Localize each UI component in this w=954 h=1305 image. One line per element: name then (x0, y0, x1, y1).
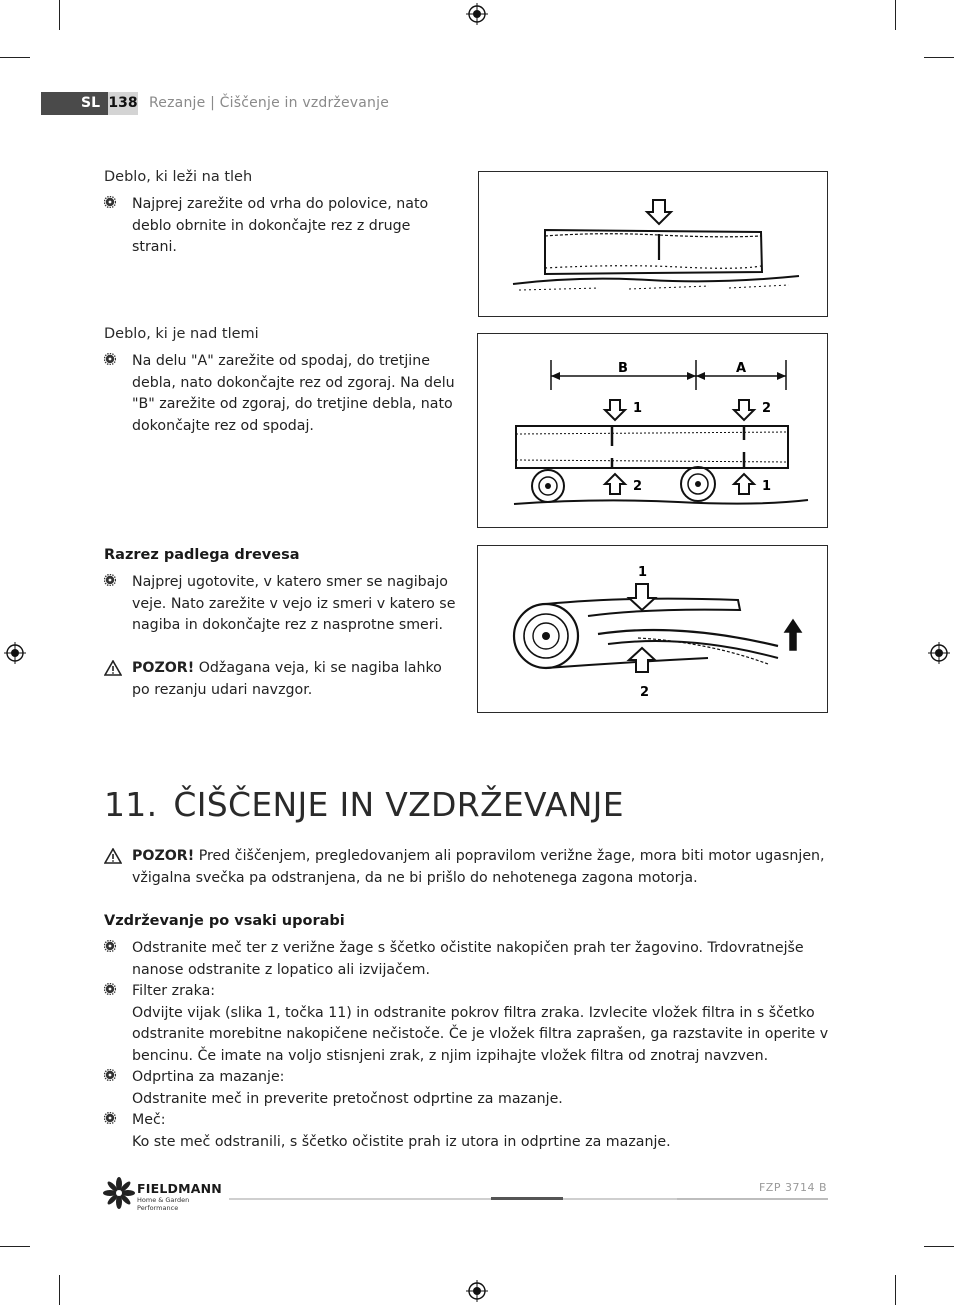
bullet-text: Odstranite meč in preverite pretočnost odprtine za mazanje. (132, 1090, 563, 1107)
crop-mark (0, 57, 30, 58)
chapter-number: 11. (104, 785, 158, 824)
crop-mark (895, 0, 896, 30)
chapter-warning (104, 846, 829, 889)
warning-triangle-icon (104, 660, 122, 676)
section-heading-raised-log: Deblo, ki je nad tlemi (104, 326, 259, 342)
figure-label-1: 1 (638, 565, 648, 580)
crop-mark (895, 1275, 896, 1305)
crop-mark (0, 1246, 30, 1247)
registration-mark-icon (4, 642, 26, 664)
list-item (104, 194, 449, 259)
gear-bullet-icon (104, 196, 116, 208)
brand-tagline: Home & Garden Performance (137, 1196, 190, 1212)
bullet-text: Ko ste meč odstranili, s ščetko očistite prah iz utora in odprtine za mazanje. (132, 1133, 671, 1150)
figure-log-on-ground (478, 171, 828, 317)
bullet-title: Meč: (132, 1112, 166, 1128)
bullet-text: Odvijte vijak (slika 1, točka 11) in odstranite pokrov filtra zraka. Izvlecite vložek filtra in s ščetko odstranite morebitne nakopičene nečistoče. Če je vložek filtra zaprašen, ga razstavite in operite v bencinu. Če imate na voljo stisnjeni zrak, z njim izpihajte vložek filtra od znotraj navzven. (132, 1004, 829, 1064)
bullet-title: Odprtina za mazanje: (132, 1069, 285, 1085)
bullet-text: Najprej zarežite od vrha do polovice, nato deblo obrnite in dokončajte rez z druge strani. (132, 196, 429, 255)
bullet-title: Filter zraka: (132, 983, 216, 999)
figure-label-2-bottom: 2 (633, 479, 643, 494)
list-item (104, 981, 829, 1067)
figure-label-2: 2 (640, 685, 650, 700)
figure-fallen-tree (477, 545, 828, 713)
warning-triangle-icon (104, 848, 122, 864)
crop-mark (924, 1246, 954, 1247)
brand-logo (103, 1177, 228, 1212)
figure-label-1-bottom: 1 (762, 479, 772, 494)
list-item (104, 938, 829, 981)
bullet-text: Na delu "A" zarežite od spodaj, do tretjine debla, nato dokončajte rez od zgoraj. Na delu "B" zarežite od zgoraj, do tretjine debla, nato dokončajte rez od spodaj. (132, 353, 455, 434)
crop-mark (59, 1275, 60, 1305)
gear-bullet-icon (104, 574, 116, 586)
gear-bullet-icon (104, 353, 116, 365)
warning-note (104, 658, 459, 701)
gear-bullet-icon (104, 1069, 116, 1081)
figure-log-above-ground (477, 333, 828, 528)
gear-bullet-icon (104, 1112, 116, 1124)
figure-label-a: A (736, 361, 747, 376)
footer-divider (229, 1198, 491, 1200)
fieldmann-flower-icon (103, 1177, 135, 1209)
language-tab: SL (41, 92, 108, 115)
section-heading-ground-log: Deblo, ki leži na tleh (104, 169, 253, 185)
gear-bullet-icon (104, 940, 116, 952)
page-number: 138 (108, 92, 138, 115)
maintenance-list (104, 938, 829, 1153)
list-item (104, 1110, 829, 1153)
figure-label-1-top: 1 (633, 401, 643, 416)
gear-bullet-icon (104, 983, 116, 995)
bullet-text: Najprej ugotovite, v katero smer se nagibajo veje. Nato zarežite v vejo iz smeri v katero se nagiba in dokončajte rez z nasprotne smeri. (132, 574, 456, 633)
model-number: FZP 3714 B (758, 1181, 827, 1194)
chapter-title (104, 785, 624, 824)
registration-mark-icon (928, 642, 950, 664)
warning-text: Pred čiščenjem, pregledovanjem ali popravilom verižne žage, mora biti motor ugasnjen, vžigalna svečka pa odstranjena, da ne bi prišlo do nehotenega zagona motorja. (132, 848, 825, 886)
list-item (104, 1067, 829, 1110)
list-item (104, 351, 464, 437)
brand-name: FIELDMANN (137, 1181, 222, 1196)
warning-label: POZOR! (132, 848, 195, 864)
footer-divider (677, 1198, 828, 1200)
figure-label-b: B (618, 361, 628, 376)
crop-mark (924, 57, 954, 58)
warning-text: Odžagana veja, ki se nagiba lahko po rezanju udari navzgor. (132, 660, 442, 698)
footer-divider (563, 1198, 677, 1200)
warning-label: POZOR! (132, 660, 195, 676)
list-item (104, 572, 459, 637)
section-heading-fallen-tree: Razrez padlega drevesa (104, 547, 300, 563)
registration-mark-icon (466, 3, 488, 25)
crop-mark (59, 0, 60, 30)
breadcrumb: Rezanje | Čiščenje in vzdrževanje (149, 95, 390, 111)
bullet-text: Odstranite meč ter z verižne žage s ščetko očistite nakopičen prah ter žagovino. Trdovratnejše nanose odstranite z lopatico ali izvijačem. (132, 940, 804, 978)
footer-divider (491, 1197, 563, 1200)
registration-mark-icon (466, 1280, 488, 1302)
maintenance-heading: Vzdrževanje po vsaki uporabi (104, 913, 345, 929)
figure-label-2-top: 2 (762, 401, 772, 416)
chapter-title-text: ČIŠČENJE IN VZDRŽEVANJE (173, 785, 624, 824)
